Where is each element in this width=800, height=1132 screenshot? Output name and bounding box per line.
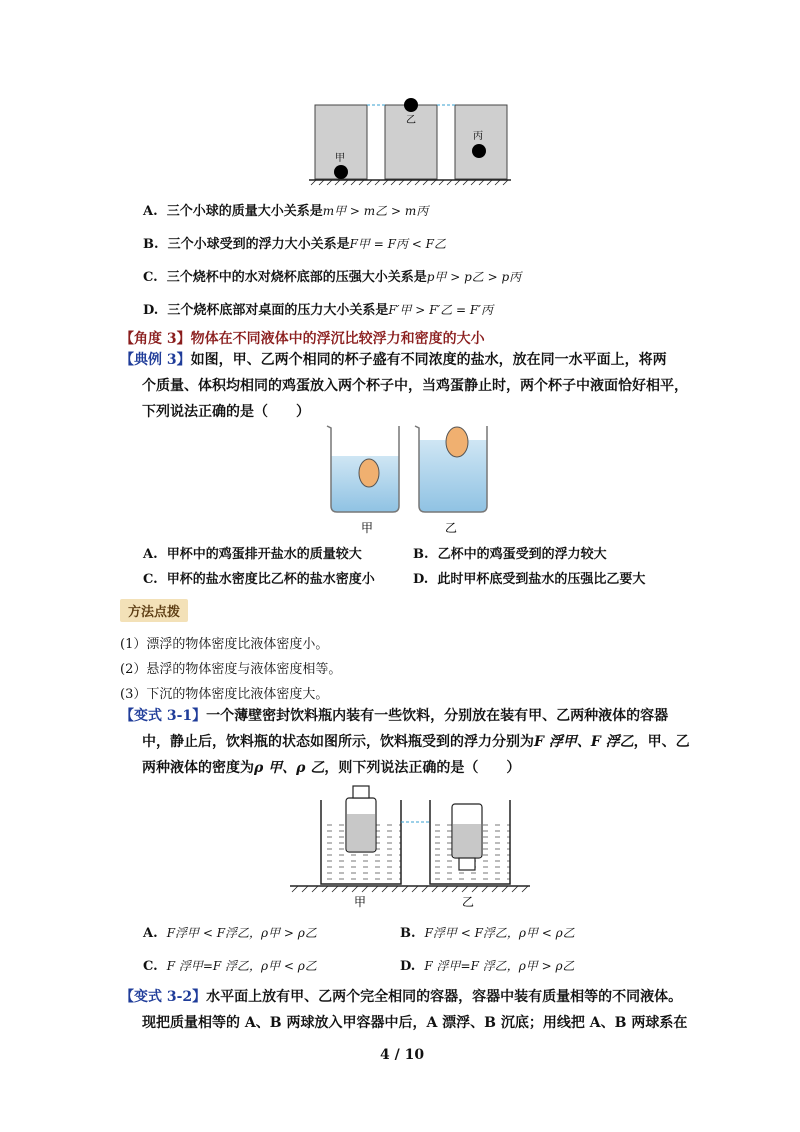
v31-option-b[interactable]: B. F浮甲 < F浮乙，ρ甲 < ρ乙 xyxy=(400,926,575,941)
tip-item-3: (3）下沉的物体密度比液体密度大。 xyxy=(120,687,329,702)
ex3-option-c[interactable]: C. 甲杯的盐水密度比乙杯的盐水密度小 xyxy=(143,572,375,587)
cup-label-jia: 甲 xyxy=(361,521,374,535)
tips-badge: 方法点拨 xyxy=(120,599,188,622)
ex3-option-d[interactable]: D. 此时甲杯底受到盐水的压强比乙要大 xyxy=(413,572,646,587)
tip-item-2: (2）悬浮的物体密度与液体密度相等。 xyxy=(120,662,342,677)
ex3-option-a[interactable]: A. 甲杯中的鸡蛋排开盐水的质量较大 xyxy=(143,547,362,562)
egg-jia xyxy=(359,459,379,487)
label-yi: 乙 xyxy=(406,115,416,126)
variant-3-1-stem: 【变式 3-1】一个薄壁密封饮料瓶内装有一些饮料，分别放在装有甲、乙两种液体的容器 中，静止后，饮料瓶的状态如图所示，饮料瓶受到的浮力分别为F 浮甲、F 浮乙，甲、乙 两种液体的密度为ρ 甲、ρ 乙，则下列说法正确的是（ ） xyxy=(120,708,690,776)
v31-option-c[interactable]: C. F 浮甲=F 浮乙，ρ甲 < ρ乙 xyxy=(143,959,317,974)
tip-item-1: (1）漂浮的物体密度比液体密度小。 xyxy=(120,637,329,652)
figure-three-beakers xyxy=(305,95,515,187)
figure-two-cups xyxy=(325,420,495,535)
egg-yi xyxy=(446,427,468,457)
container-label-jia: 甲 xyxy=(354,895,367,908)
cup-label-yi: 乙 xyxy=(445,521,458,535)
ball-bing xyxy=(472,144,486,158)
v31-option-a[interactable]: A. F浮甲 < F浮乙，ρ甲 > ρ乙 xyxy=(143,926,317,941)
ball-jia xyxy=(334,165,348,179)
q2-option-b[interactable]: B. 三个小球受到的浮力大小关系是F甲 = F丙 < F乙 xyxy=(143,237,446,252)
q2-option-c[interactable]: C. 三个烧杯中的水对烧杯底部的压强大小关系是p甲 > p乙 > p丙 xyxy=(143,270,522,285)
example-3-stem: 【典例 3】如图，甲、乙两个相同的杯子盛有不同浓度的盐水，放在同一水平面上，将两 个质量、体积均相同的鸡蛋放入两个杯子中，当鸡蛋静止时，两个杯子中液面恰好相平， 下列说法正确的是（ ） xyxy=(120,352,688,420)
example-3-tag: 【典例 3】 xyxy=(120,352,191,368)
label-bing: 丙 xyxy=(473,131,483,142)
ex3-option-b[interactable]: B. 乙杯中的鸡蛋受到的浮力较大 xyxy=(413,547,607,562)
variant-3-1-tag: 【变式 3-1】 xyxy=(120,708,207,724)
page-number: 4 / 10 xyxy=(380,1047,425,1063)
section-3-title: 【角度 3】物体在不同液体中的浮沉比较浮力和密度的大小 xyxy=(120,331,485,347)
beaker-bing xyxy=(455,105,507,179)
container-label-yi: 乙 xyxy=(462,895,475,908)
variant-3-2-tag: 【变式 3-2】 xyxy=(120,989,207,1005)
variant-3-2-stem: 【变式 3-2】水平面上放有甲、乙两个完全相同的容器，容器中装有质量相等的不同液体。 现把质量相等的 A、B 两球放入甲容器中后，A 漂浮、B 沉底；用线把 A、B 两球系在 xyxy=(120,989,688,1031)
figure-bottles xyxy=(290,780,530,908)
label-jia: 甲 xyxy=(335,153,345,164)
ball-yi xyxy=(404,98,418,112)
q2-option-a[interactable]: A. 三个小球的质量大小关系是m甲 > m乙 > m丙 xyxy=(143,204,429,219)
v31-option-d[interactable]: D. F 浮甲=F 浮乙，ρ甲 > ρ乙 xyxy=(400,959,575,974)
q2-option-d[interactable]: D. 三个烧杯底部对桌面的压力大小关系是F′甲 > F′乙 = F′丙 xyxy=(143,303,493,318)
